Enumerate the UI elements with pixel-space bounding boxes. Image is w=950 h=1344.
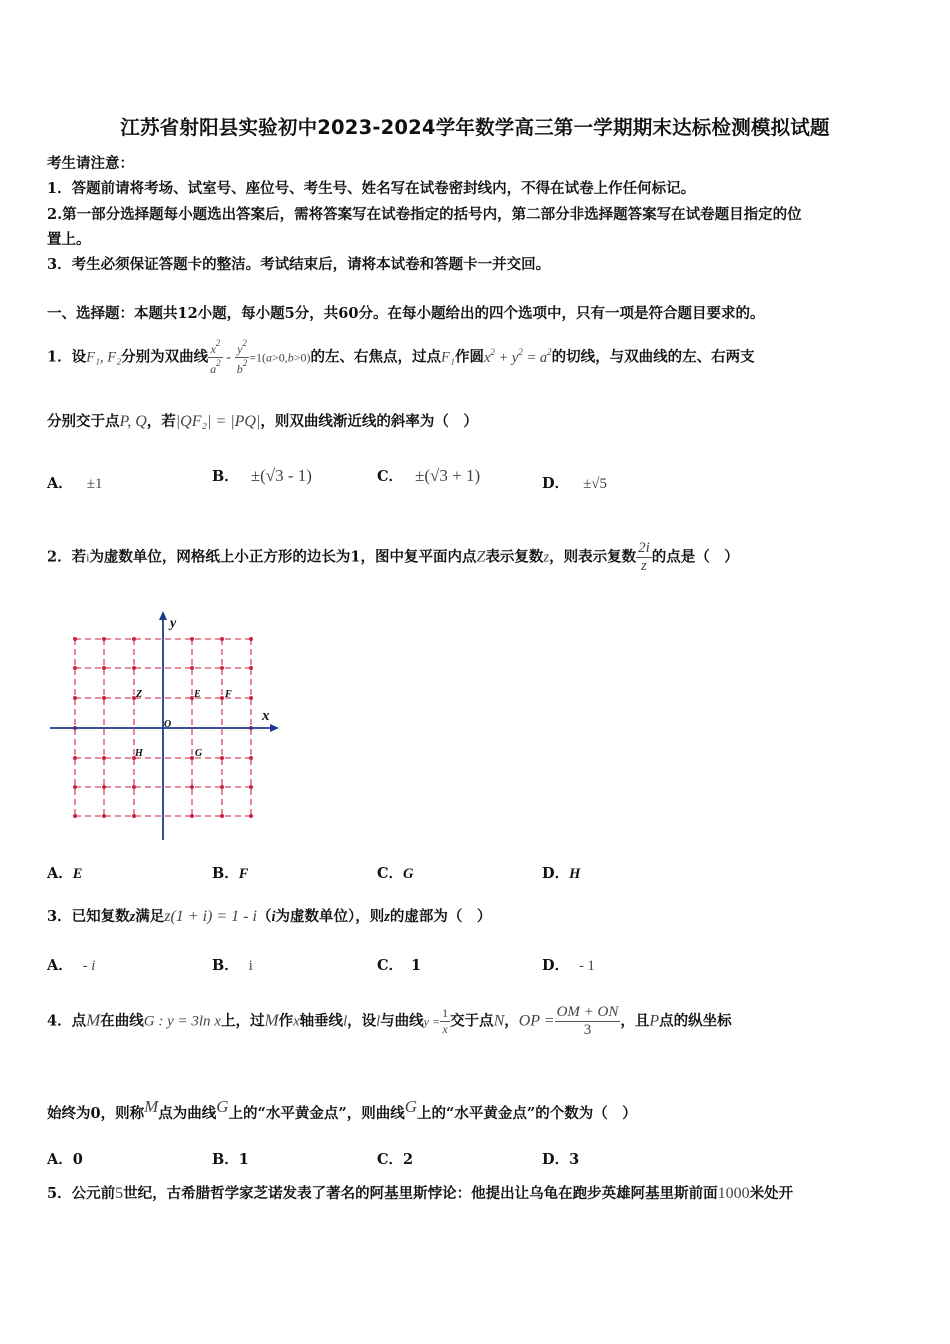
q1-option-c[interactable]: C． ±(√3 + 1): [377, 466, 481, 485]
vector-op-fraction: $\frac{OM + ON}{3}$: [556, 1004, 619, 1038]
q3-option-c[interactable]: C． 1: [377, 957, 422, 974]
point-e-label: E: [194, 689, 201, 700]
notice-item-1: 1．答题前请将考场、试室号、座位号、考生号、姓名写在试卷密封线内，不得在试卷上作任何标记。: [47, 180, 696, 197]
point-h-label: H: [135, 748, 143, 759]
point-g-label: G: [195, 748, 203, 759]
q4-option-d[interactable]: D．3: [542, 1151, 580, 1168]
notice-heading: 考生请注意：: [47, 155, 134, 172]
q2-option-d[interactable]: D．H: [542, 865, 581, 882]
question-1-line-2: 分别交于点P, Q，若|QF₂| = |PQ|，则双曲线渐近线的斜率为（ ）: [47, 413, 478, 430]
point-f-label: F: [225, 689, 232, 700]
q3-option-a[interactable]: A． - i: [47, 957, 96, 974]
equation-z: z(1 + i) = 1 - i: [164, 908, 257, 925]
notice-item-2b: 置上。: [47, 231, 91, 248]
question-5-line-1: 5．公元前5世纪，古希腊哲学家芝诺发表了著名的阿基里斯悖论：他提出让乌龟在跑步英雄阿基里斯前面1000米处开: [47, 1185, 794, 1202]
q2-option-c[interactable]: C．G: [377, 865, 414, 882]
q4-option-b[interactable]: B．1: [212, 1151, 249, 1168]
q2-option-b[interactable]: B．F: [212, 865, 249, 882]
distance-condition: |QF₂| = |PQ|: [175, 413, 261, 430]
question-4-line-2: 始终为0，则称M点为曲线G上的“水平黄金点”，则曲线G上的“水平黄金点”的个数为（ ）: [47, 1097, 637, 1122]
question-4-line-1: 4．点M在曲线G : y = 3ln x上，过M作x轴垂线l，设l与曲线y = $\frac{1}{x}$ 交于点N，OP = $\frac{OM + ON}{3}$ ，且P点的纵坐标: [47, 1004, 732, 1038]
question-1-line-1: 1．设F₁, F₂分别为双曲线 $\frac{x^2}{a^2}$ - $\frac{y^2}{b^2}$ =1(a>0,b>0)的左、右焦点，过点F₁作圆$x^2 + y^2 = a^2$的切线，与双曲线的左、右两支: [47, 338, 755, 376]
q1-option-a[interactable]: A． ±1: [47, 475, 103, 492]
question-3-line: 3．已知复数z满足z(1 + i) = 1 - i（i为虚数单位），则z的虚部为（ ）: [47, 908, 492, 925]
axis-y-label: y: [170, 616, 177, 631]
q2-option-a[interactable]: A．E: [47, 865, 83, 882]
q3-option-b[interactable]: B． i: [212, 957, 253, 974]
complex-fraction: $\frac{2i}{z}$: [638, 540, 650, 574]
complex-plane-grid: [46, 608, 286, 844]
section-heading: 一、选择题：本题共12小题，每小题5分，共60分。在每小题给出的四个选项中，只有一项是符合题目要求的。: [47, 305, 765, 322]
circle-equation: $x^2 + y^2 = a^2$: [483, 346, 552, 366]
q1-option-d[interactable]: D． ±√5: [542, 475, 608, 492]
notice-item-2a: 2.第一部分选择题每小题选出答案后，需将答案写在试卷指定的括号内，第二部分非选择题答案写在试卷题目指定的位: [47, 206, 802, 223]
notice-item-3: 3．考生必须保证答题卡的整洁。考试结束后，请将本试卷和答题卡一并交回。: [47, 256, 551, 273]
axis-x-label: x: [262, 708, 270, 724]
hyperbola-equation: $\frac{x^2}{a^2}$: [210, 338, 221, 376]
foci-symbols: F₁, F₂: [86, 349, 122, 366]
curve-g-equation: G : y = 3ln x: [143, 1013, 221, 1030]
q4-option-a[interactable]: A．0: [47, 1151, 83, 1168]
q3-option-d[interactable]: D． - 1: [542, 957, 595, 974]
origin-label: O: [164, 719, 172, 730]
question-2-line-1: 2．若i为虚数单位，网格纸上小正方形的边长为1，图中复平面内点Z表示复数z，则表示复数 $\frac{2i}{z}$ 的点是（ ）: [47, 540, 739, 574]
q1-option-b[interactable]: B． ±(√3 - 1): [212, 466, 312, 485]
page-title: 江苏省射阳县实验初中2023-2024学年数学高三第一学期期末达标检测模拟试题: [120, 116, 830, 139]
q4-option-c[interactable]: C．2: [377, 1151, 414, 1168]
point-z-label: Z: [136, 689, 143, 700]
